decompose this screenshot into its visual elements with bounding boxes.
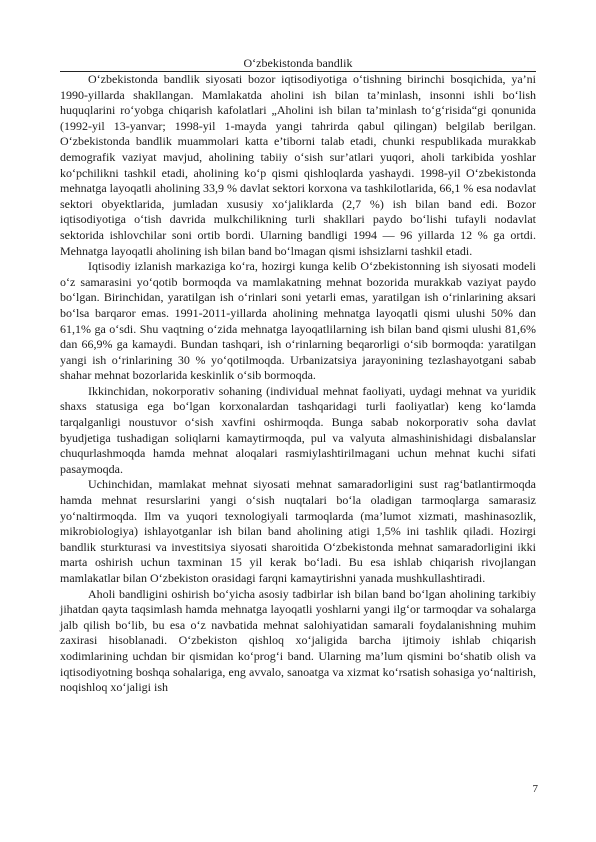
paragraph-1: O‘zbekistonda bandlik siyosati bozor iqtisodiyotiga o‘tishning birinchi bosqichida, ya’ni 1990-yillarda shakllangan. Mamlakatda aholini ish bilan ta’minlash, insonni ishli bo‘lish huquqlarini ro‘yobga chiqarish kafolatlari „Aholini ish bilan ta’minlash to‘g‘risida“gi qonunida (1992-yil 13-yanvar; 1998-yil 1-mayda yangi tahrirda qabul qilingan) belgilab berilgan. O‘zbekistonda bandlik muammolari katta e’tiborni talab etadi, chunki respublikada murakkab demografik vaziyat mavjud, aholining tabiiy o‘sish sur’atlari yuqori, aholi tarkibida yoshlar ko‘pchilikni tashkil etadi, aholining ko‘p qismi qishloqlarda yashaydi. 1998-yil O‘zbekistonda mehnatga layoqatli aholining 33,9 % davlat sektori korxona va tashkilotlarida, 66,1 % esa nodavlat sektori obyektlarida, jumladan xususiy xo‘jaliklarda (2,7 %) ish bilan band edi. Bozor iqtisodiyotiga o‘tish davrida mulkchilikning turli shakllari paydo bo‘lishi tufayli nodavlat sektorida ishlovchilar soni ortib bordi. Ularning bandligi 1994 — 96 yillarda 12 % ga ortdi. Mehnatga layoqatli aholining ish bilan band bo‘lmagan qismi ishsizlarni tashkil etadi. <box>60 72 536 258</box>
body-text <box>60 72 536 696</box>
paragraph-4: Uchinchidan, mamlakat mehnat siyosati mehnat samaradorligini sust rag‘batlantirmoqda hamda mehnat resurslarini yangi o‘sish nuqtalari bo‘la oladigan tarmoqlarga samarasiz yo‘naltirmoqda. Ilm va yuqori texnologiyali tarmoqlarda (ma’lumot xizmati, mashinasozlik, mikrobiologiya) ishlayotganlar ish bilan band aholining atigi 1,5% ini tashlik qiladi. Hozirgi bandlik sturkturasi va investitsiya siyosati sharoitida O‘zbekistonda mehnat samaradorligini ikki marta oshirish uchun taxminan 15 yil kerak bo‘ladi. Bu esa ishlab chiqarish rivojlangan mamlakatlar bilan O‘zbekiston orasidagi farqni kamaytirishni yanada mushkullashtiradi. <box>60 477 536 585</box>
paragraph-3: Ikkinchidan, nokorporativ sohaning (individual mehnat faoliyati, uydagi mehnat va yuridik shaxs statusiga ega bo‘lgan korxonalardan tashqaridagi turli faoliyatlar) keng ko‘lamda tarqalganligi noustuvor o‘sish xavfini oshirmoqda. Bunga sabab nokorporativ soha davlat byudjetiga tushadigan soliqlarni kamaytirmoqda, pul va valyuta almashinishidagi disbalanslar chuqurlashmoqda hamda mehnat aloqalari rasmiylashtirilmagani uchun mehnat kuchi sifati pasaymoqda. <box>60 383 536 476</box>
page-number: 7 <box>532 783 538 795</box>
running-header: O‘zbekistonda bandlik <box>243 56 353 70</box>
paragraph-5: Aholi bandligini oshirish bo‘yicha asosiy tadbirlar ish bilan band bo‘lgan aholining tarkibiy jihatdan qayta taqsimlash hamda mehnatga layoqatli yoshlarni yangi ilg‘or tarmoqdar va sohalarga jalb qilish bo‘lib, bu esa o‘z navbatida mehnat salohiyatidan samarali foydalanishning muhim zaxirasi hisoblanadi. O‘zbekiston qishloq xo‘jaligida barcha ijtimoiy ishlab chiqarish xodimlarining uchdan bir qismidan ko‘prog‘i band. Ularning ma’lum qismini bo‘shatib olish va iqtisodiyotning boshqa sohalariga, eng avvalo, sanoatga va xizmat ko‘rsatish sohasiga yo‘naltirish, noqishloq xo‘jaligi ish <box>60 586 536 695</box>
paragraph-2: Iqtisodiy izlanish markaziga ko‘ra, hozirgi kunga kelib O‘zbekistonning ish siyosati modeli o‘z samarasini yo‘qotib bormoqda va mamlakatning mehnat bozorida murakkab vaziyat paydo bo‘lgan. Birinchidan, yaratilgan ish o‘rinlari soni yetarli emas, yaratilgan ish o‘rinlarining aksari bo‘lsa barqaror emas. 1991-2011-yillarda aholining mehnatga layoqatli qismi ulushi 50% dan 61,1% ga o‘sdi. Shu vaqtning o‘zida mehnatga layoqatlilarning ish bilan band qismi ulushi 81,6% dan 66,9% ga kamaydi. Bundan tashqari, ish o‘rinlarning beqarorligi o‘sib bormoqda: yaratilgan yangi ish o‘rinlarining 30 % yo‘qotilmoqda. Urbanizatsiya jarayonining tezlashayotgani sabab shahar mehnat bozorlarida keskinlik o‘sib bormoqda. <box>60 259 536 383</box>
